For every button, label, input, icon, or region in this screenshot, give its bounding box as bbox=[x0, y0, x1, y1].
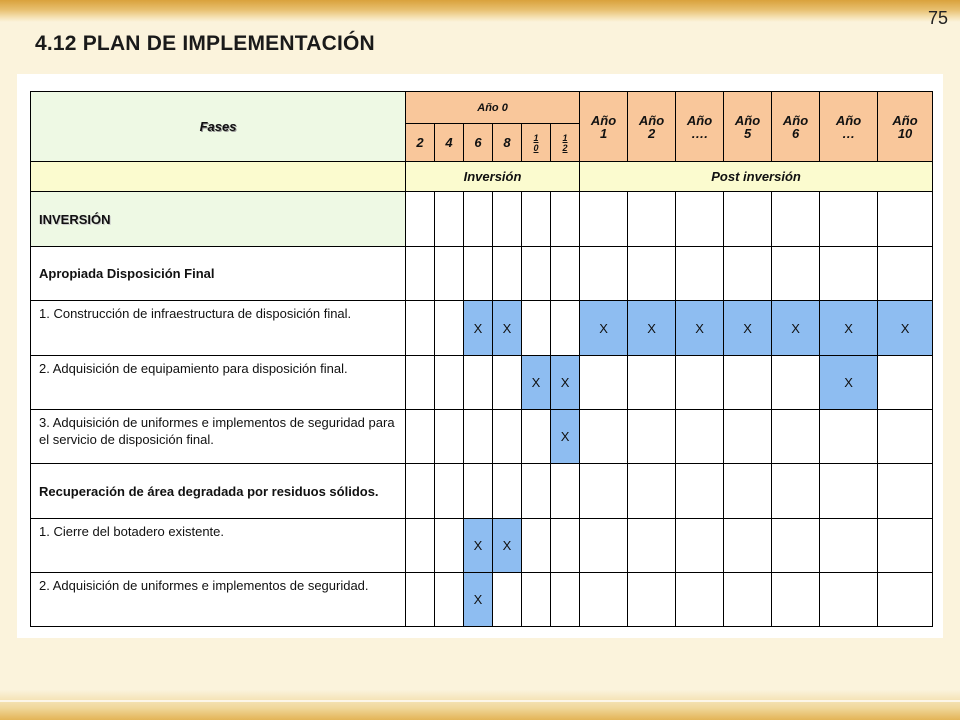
schedule-cell bbox=[878, 247, 933, 301]
year-0-header: Año 0 bbox=[406, 92, 580, 124]
phase-header-empty bbox=[31, 162, 406, 192]
schedule-cell bbox=[580, 356, 628, 410]
schedule-cell bbox=[551, 247, 580, 301]
schedule-cell bbox=[551, 301, 580, 356]
subperiod-header: 4 bbox=[435, 124, 464, 162]
schedule-cell bbox=[493, 573, 522, 627]
schedule-cell: X bbox=[820, 301, 878, 356]
schedule-cell bbox=[580, 519, 628, 573]
schedule-cell bbox=[551, 192, 580, 247]
subperiod-header: 8 bbox=[493, 124, 522, 162]
table-row bbox=[31, 464, 933, 519]
schedule-cell bbox=[878, 192, 933, 247]
schedule-cell: X bbox=[464, 301, 493, 356]
schedule-cell bbox=[628, 410, 676, 464]
schedule-cell bbox=[406, 464, 435, 519]
subperiod-header: 2 bbox=[406, 124, 435, 162]
subperiod-header-cell bbox=[551, 124, 580, 162]
schedule-cell bbox=[406, 192, 435, 247]
table-row bbox=[31, 573, 933, 627]
subperiod-header: 1 2 bbox=[562, 132, 568, 153]
year-header: Año 5 bbox=[724, 92, 772, 162]
schedule-cell bbox=[676, 192, 724, 247]
slide-title: 4.12 PLAN DE IMPLEMENTACIÓN bbox=[35, 32, 375, 55]
schedule-cell bbox=[820, 519, 878, 573]
schedule-cell bbox=[628, 356, 676, 410]
schedule-cell bbox=[676, 573, 724, 627]
schedule-cell: X bbox=[551, 410, 580, 464]
schedule-cell bbox=[878, 410, 933, 464]
schedule-cell bbox=[435, 410, 464, 464]
schedule-cell bbox=[676, 410, 724, 464]
page-number: 75 bbox=[927, 8, 948, 28]
year-header: Año 2 bbox=[628, 92, 676, 162]
phase-label: Recuperación de área degradada por residuos sólidos. bbox=[31, 464, 406, 519]
schedule-cell bbox=[628, 519, 676, 573]
schedule-cell bbox=[406, 247, 435, 301]
table-row bbox=[31, 519, 933, 573]
schedule-cell: X bbox=[464, 519, 493, 573]
year-header: Año 10 bbox=[878, 92, 933, 162]
table-panel bbox=[17, 74, 943, 638]
schedule-cell bbox=[878, 573, 933, 627]
schedule-cell: X bbox=[724, 301, 772, 356]
schedule-cell bbox=[493, 247, 522, 301]
schedule-cell bbox=[724, 356, 772, 410]
schedule-cell bbox=[493, 410, 522, 464]
schedule-cell bbox=[580, 247, 628, 301]
table-row bbox=[31, 301, 933, 356]
schedule-cell bbox=[724, 247, 772, 301]
schedule-cell bbox=[435, 356, 464, 410]
schedule-cell bbox=[435, 519, 464, 573]
schedule-cell bbox=[878, 464, 933, 519]
schedule-cell bbox=[406, 301, 435, 356]
schedule-cell bbox=[435, 464, 464, 519]
schedule-cell bbox=[551, 519, 580, 573]
schedule-cell: X bbox=[522, 356, 551, 410]
schedule-cell bbox=[820, 247, 878, 301]
fases-header: Fases bbox=[31, 92, 406, 162]
phase-label: 2. Adquisición de uniformes e implementos de seguridad. bbox=[31, 573, 406, 627]
schedule-cell bbox=[522, 301, 551, 356]
schedule-cell bbox=[772, 410, 820, 464]
subperiod-header: 6 bbox=[464, 124, 493, 162]
table-row bbox=[31, 192, 933, 247]
schedule-cell bbox=[522, 464, 551, 519]
schedule-cell bbox=[435, 573, 464, 627]
schedule-cell: X bbox=[580, 301, 628, 356]
schedule-cell bbox=[878, 356, 933, 410]
bottom-decorative-band bbox=[0, 690, 960, 720]
schedule-cell: X bbox=[464, 573, 493, 627]
phase-label: 3. Adquisición de uniformes e implementos de seguridad para el servicio de disposición final. bbox=[31, 410, 406, 464]
schedule-cell bbox=[820, 573, 878, 627]
schedule-cell bbox=[878, 519, 933, 573]
schedule-cell bbox=[493, 464, 522, 519]
phase-label: INVERSIÓN bbox=[31, 192, 406, 247]
schedule-cell bbox=[772, 519, 820, 573]
subperiod-header: 1 0 bbox=[533, 132, 539, 153]
schedule-cell bbox=[464, 356, 493, 410]
schedule-cell bbox=[464, 247, 493, 301]
schedule-cell: X bbox=[551, 356, 580, 410]
table-row bbox=[31, 247, 933, 301]
schedule-cell bbox=[435, 301, 464, 356]
phase-label: Apropiada Disposición Final bbox=[31, 247, 406, 301]
year-header: Año 1 bbox=[580, 92, 628, 162]
schedule-cell bbox=[580, 192, 628, 247]
phase-label: 2. Adquisición de equipamiento para disposición final. bbox=[31, 356, 406, 410]
table-row bbox=[31, 356, 933, 410]
schedule-cell bbox=[551, 464, 580, 519]
schedule-cell bbox=[464, 410, 493, 464]
schedule-cell bbox=[493, 356, 522, 410]
year-header: Año … bbox=[820, 92, 878, 162]
schedule-cell bbox=[435, 192, 464, 247]
schedule-cell: X bbox=[628, 301, 676, 356]
schedule-cell bbox=[464, 192, 493, 247]
year-header: Año 6 bbox=[772, 92, 820, 162]
schedule-cell bbox=[580, 464, 628, 519]
schedule-cell bbox=[406, 519, 435, 573]
schedule-cell bbox=[820, 410, 878, 464]
year-header: Año …. bbox=[676, 92, 724, 162]
schedule-cell bbox=[406, 356, 435, 410]
schedule-cell: X bbox=[493, 519, 522, 573]
schedule-cell bbox=[724, 464, 772, 519]
schedule-cell bbox=[493, 192, 522, 247]
schedule-cell: X bbox=[772, 301, 820, 356]
schedule-cell bbox=[724, 519, 772, 573]
schedule-cell bbox=[522, 573, 551, 627]
schedule-cell bbox=[724, 192, 772, 247]
schedule-cell bbox=[406, 573, 435, 627]
schedule-cell bbox=[724, 573, 772, 627]
schedule-cell bbox=[464, 464, 493, 519]
schedule-cell: X bbox=[676, 301, 724, 356]
schedule-cell bbox=[522, 519, 551, 573]
subperiod-header-cell bbox=[522, 124, 551, 162]
schedule-cell bbox=[676, 464, 724, 519]
table-row bbox=[31, 410, 933, 464]
phase-label: 1. Cierre del botadero existente. bbox=[31, 519, 406, 573]
schedule-cell bbox=[820, 192, 878, 247]
schedule-cell bbox=[522, 192, 551, 247]
schedule-cell bbox=[628, 464, 676, 519]
schedule-cell bbox=[676, 247, 724, 301]
schedule-cell bbox=[435, 247, 464, 301]
implementation-plan-table bbox=[30, 91, 933, 627]
top-decorative-band bbox=[0, 0, 960, 22]
schedule-cell bbox=[820, 464, 878, 519]
schedule-cell bbox=[628, 573, 676, 627]
phase-post-inversion-header: Post inversión bbox=[580, 162, 933, 192]
schedule-cell bbox=[406, 410, 435, 464]
schedule-cell: X bbox=[493, 301, 522, 356]
schedule-cell bbox=[580, 410, 628, 464]
schedule-cell bbox=[724, 410, 772, 464]
schedule-cell bbox=[676, 356, 724, 410]
schedule-cell bbox=[772, 464, 820, 519]
schedule-cell bbox=[772, 247, 820, 301]
schedule-cell bbox=[772, 356, 820, 410]
schedule-cell bbox=[551, 573, 580, 627]
phase-label: 1. Construcción de infraestructura de disposición final. bbox=[31, 301, 406, 356]
schedule-cell bbox=[522, 247, 551, 301]
schedule-cell: X bbox=[820, 356, 878, 410]
schedule-cell bbox=[522, 410, 551, 464]
phase-inversion-header: Inversión bbox=[406, 162, 580, 192]
schedule-cell bbox=[676, 519, 724, 573]
schedule-cell bbox=[628, 192, 676, 247]
schedule-cell bbox=[628, 247, 676, 301]
schedule-cell bbox=[772, 192, 820, 247]
schedule-cell bbox=[580, 573, 628, 627]
schedule-cell: X bbox=[878, 301, 933, 356]
schedule-cell bbox=[772, 573, 820, 627]
